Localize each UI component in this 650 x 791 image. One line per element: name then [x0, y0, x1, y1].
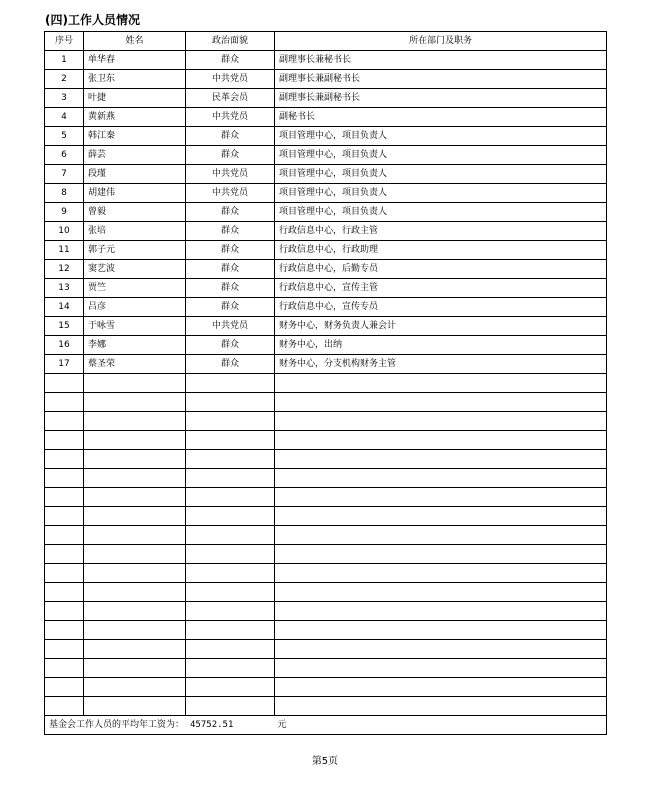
empty-cell [275, 564, 607, 583]
table-row [45, 51, 607, 70]
cell-position: 行政信息中心，行政主管 [275, 222, 607, 241]
average-salary-value: 45752.51 [190, 720, 234, 730]
empty-cell [275, 450, 607, 469]
header-position: 所在部门及职务 [275, 32, 607, 51]
cell-num: 2 [45, 70, 84, 89]
empty-cell [186, 507, 275, 526]
table-row [45, 165, 607, 184]
empty-cell [186, 583, 275, 602]
empty-cell [45, 431, 84, 450]
empty-cell [275, 393, 607, 412]
empty-table-row [45, 450, 607, 469]
empty-cell [275, 659, 607, 678]
cell-position: 行政信息中心，后勤专员 [275, 260, 607, 279]
cell-position: 项目管理中心，项目负责人 [275, 203, 607, 222]
empty-cell [84, 393, 186, 412]
empty-cell [84, 412, 186, 431]
empty-cell [186, 431, 275, 450]
empty-cell [186, 469, 275, 488]
cell-position: 副秘书长 [275, 108, 607, 127]
empty-cell [275, 469, 607, 488]
cell-name: 单华春 [84, 51, 186, 70]
cell-political: 群众 [186, 241, 275, 260]
empty-table-row [45, 469, 607, 488]
empty-cell [186, 412, 275, 431]
empty-cell [275, 621, 607, 640]
empty-cell [45, 621, 84, 640]
empty-cell [45, 659, 84, 678]
empty-table-row [45, 564, 607, 583]
empty-table-row [45, 621, 607, 640]
empty-table-row [45, 431, 607, 450]
empty-cell [84, 640, 186, 659]
cell-political: 群众 [186, 146, 275, 165]
table-header-row [45, 32, 607, 51]
table-row [45, 336, 607, 355]
empty-cell [84, 564, 186, 583]
cell-name: 蔡圣荣 [84, 355, 186, 374]
cell-name: 郭子元 [84, 241, 186, 260]
empty-table-row [45, 583, 607, 602]
empty-cell [45, 507, 84, 526]
cell-political: 群众 [186, 355, 275, 374]
empty-cell [45, 564, 84, 583]
table-row [45, 89, 607, 108]
cell-num: 15 [45, 317, 84, 336]
empty-cell [84, 659, 186, 678]
table-row [45, 260, 607, 279]
cell-num: 4 [45, 108, 84, 127]
empty-table-row [45, 374, 607, 393]
empty-cell [186, 697, 275, 716]
empty-cell [186, 678, 275, 697]
empty-table-row [45, 526, 607, 545]
empty-cell [186, 640, 275, 659]
cell-position: 财务中心，财务负责人兼会计 [275, 317, 607, 336]
cell-num: 1 [45, 51, 84, 70]
header-num: 序号 [45, 32, 84, 51]
empty-cell [84, 374, 186, 393]
empty-cell [186, 545, 275, 564]
empty-cell [275, 545, 607, 564]
empty-cell [45, 469, 84, 488]
table-row [45, 241, 607, 260]
cell-name: 段瑾 [84, 165, 186, 184]
cell-name: 张培 [84, 222, 186, 241]
empty-cell [45, 526, 84, 545]
empty-cell [186, 526, 275, 545]
cell-name: 于咏雪 [84, 317, 186, 336]
staff-table [44, 31, 607, 735]
empty-cell [186, 602, 275, 621]
cell-name: 叶捷 [84, 89, 186, 108]
empty-table-row [45, 545, 607, 564]
table-row [45, 203, 607, 222]
table-row [45, 298, 607, 317]
cell-num: 9 [45, 203, 84, 222]
cell-political: 群众 [186, 260, 275, 279]
empty-cell [275, 488, 607, 507]
cell-num: 7 [45, 165, 84, 184]
empty-table-row [45, 697, 607, 716]
cell-political: 群众 [186, 298, 275, 317]
cell-num: 16 [45, 336, 84, 355]
empty-cell [186, 621, 275, 640]
average-salary-cell [45, 716, 607, 735]
average-salary-label: 基金会工作人员的平均年工资为： [49, 720, 185, 730]
cell-num: 3 [45, 89, 84, 108]
empty-cell [275, 412, 607, 431]
footer-row [45, 716, 607, 735]
empty-cell [45, 640, 84, 659]
empty-cell [45, 412, 84, 431]
cell-political: 群众 [186, 279, 275, 298]
cell-name: 胡建伟 [84, 184, 186, 203]
cell-position: 财务中心，出纳 [275, 336, 607, 355]
cell-name: 薛芸 [84, 146, 186, 165]
cell-num: 11 [45, 241, 84, 260]
empty-cell [84, 545, 186, 564]
empty-cell [84, 678, 186, 697]
average-salary-unit: 元 [277, 720, 287, 730]
empty-cell [84, 583, 186, 602]
empty-cell [186, 450, 275, 469]
empty-cell [186, 393, 275, 412]
table-row [45, 146, 607, 165]
table-row [45, 184, 607, 203]
empty-cell [45, 678, 84, 697]
cell-position: 项目管理中心，项目负责人 [275, 184, 607, 203]
cell-num: 5 [45, 127, 84, 146]
cell-position: 项目管理中心，项目负责人 [275, 127, 607, 146]
cell-name: 吕彦 [84, 298, 186, 317]
empty-cell [275, 374, 607, 393]
cell-position: 项目管理中心，项目负责人 [275, 165, 607, 184]
empty-cell [84, 450, 186, 469]
cell-position: 副理事长兼副秘书长 [275, 89, 607, 108]
cell-num: 14 [45, 298, 84, 317]
empty-cell [45, 393, 84, 412]
empty-cell [84, 697, 186, 716]
empty-cell [84, 526, 186, 545]
table-row [45, 127, 607, 146]
section-title: (四)工作人员情况 [45, 13, 140, 27]
cell-num: 17 [45, 355, 84, 374]
cell-name: 贾竺 [84, 279, 186, 298]
cell-name: 张卫东 [84, 70, 186, 89]
table-row [45, 355, 607, 374]
empty-table-row [45, 393, 607, 412]
empty-cell [45, 583, 84, 602]
header-name: 姓名 [84, 32, 186, 51]
empty-table-row [45, 412, 607, 431]
cell-num: 8 [45, 184, 84, 203]
empty-cell [275, 678, 607, 697]
empty-table-row [45, 640, 607, 659]
cell-political: 群众 [186, 222, 275, 241]
empty-cell [275, 526, 607, 545]
empty-cell [186, 488, 275, 507]
empty-cell [84, 469, 186, 488]
table-row [45, 70, 607, 89]
cell-position: 副理事长兼副秘书长 [275, 70, 607, 89]
cell-political: 中共党员 [186, 70, 275, 89]
empty-cell [275, 602, 607, 621]
header-political: 政治面貌 [186, 32, 275, 51]
empty-cell [275, 507, 607, 526]
cell-political: 中共党员 [186, 165, 275, 184]
empty-cell [45, 488, 84, 507]
empty-table-row [45, 659, 607, 678]
cell-position: 行政信息中心，宣传专员 [275, 298, 607, 317]
empty-cell [45, 602, 84, 621]
empty-cell [186, 564, 275, 583]
empty-cell [45, 697, 84, 716]
empty-table-row [45, 488, 607, 507]
cell-name: 韩江秦 [84, 127, 186, 146]
cell-name: 窦艺波 [84, 260, 186, 279]
empty-table-row [45, 678, 607, 697]
cell-num: 13 [45, 279, 84, 298]
page-number: 第5页 [311, 756, 339, 767]
cell-num: 6 [45, 146, 84, 165]
empty-cell [275, 640, 607, 659]
empty-cell [84, 602, 186, 621]
empty-cell [45, 374, 84, 393]
table-row [45, 108, 607, 127]
cell-position: 财务中心，分支机构财务主管 [275, 355, 607, 374]
cell-political: 中共党员 [186, 108, 275, 127]
cell-name: 李娜 [84, 336, 186, 355]
cell-political: 民革会员 [186, 89, 275, 108]
empty-cell [84, 621, 186, 640]
cell-num: 12 [45, 260, 84, 279]
empty-cell [275, 583, 607, 602]
empty-cell [275, 431, 607, 450]
empty-cell [186, 659, 275, 678]
empty-cell [84, 507, 186, 526]
cell-name: 黄新燕 [84, 108, 186, 127]
cell-name: 曾毅 [84, 203, 186, 222]
empty-table-row [45, 507, 607, 526]
cell-position: 行政信息中心，宣传主管 [275, 279, 607, 298]
table-row [45, 279, 607, 298]
empty-cell [186, 374, 275, 393]
cell-political: 群众 [186, 336, 275, 355]
cell-position: 副理事长兼秘书长 [275, 51, 607, 70]
table-row [45, 317, 607, 336]
empty-table-row [45, 602, 607, 621]
empty-cell [45, 450, 84, 469]
cell-political: 中共党员 [186, 184, 275, 203]
empty-cell [84, 488, 186, 507]
cell-position: 项目管理中心，项目负责人 [275, 146, 607, 165]
cell-num: 10 [45, 222, 84, 241]
empty-cell [84, 431, 186, 450]
cell-political: 群众 [186, 203, 275, 222]
cell-political: 群众 [186, 127, 275, 146]
empty-cell [275, 697, 607, 716]
cell-political: 中共党员 [186, 317, 275, 336]
cell-position: 行政信息中心，行政助理 [275, 241, 607, 260]
table-row [45, 222, 607, 241]
cell-political: 群众 [186, 51, 275, 70]
empty-cell [45, 545, 84, 564]
